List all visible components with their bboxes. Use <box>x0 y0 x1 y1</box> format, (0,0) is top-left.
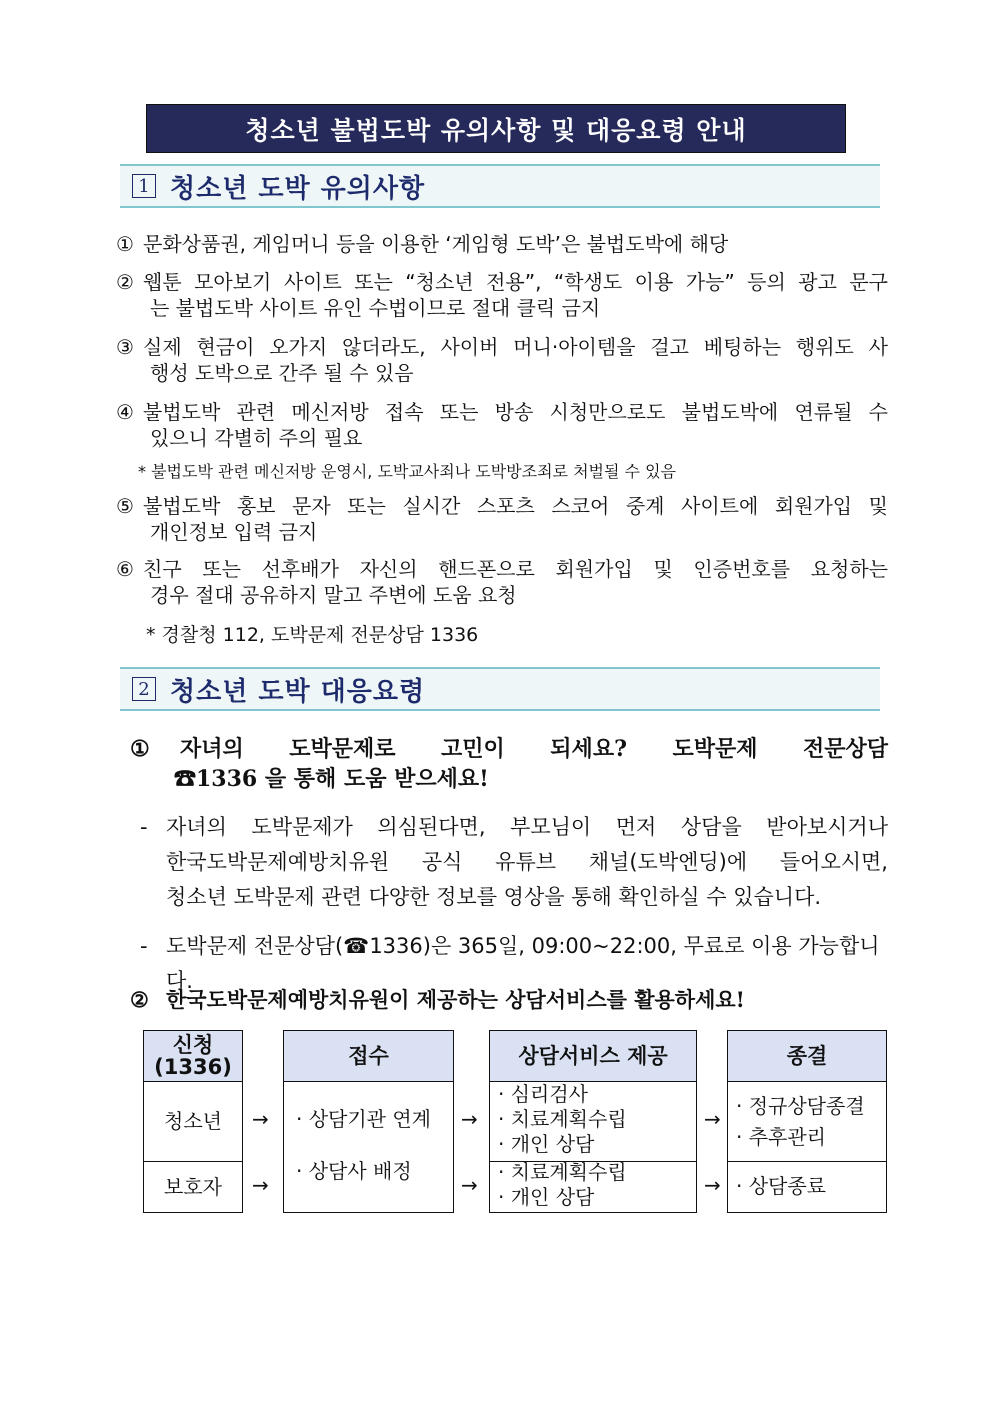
flow-box-apply <box>143 1030 243 1213</box>
point-mark: ① <box>130 736 150 762</box>
response-point-2 <box>130 985 888 1015</box>
caution-item-5 <box>116 493 888 545</box>
item-mark: ⑤ <box>116 494 134 518</box>
flow-cell-line: · 심리검사 <box>498 1082 588 1106</box>
flow-cell-line: · 치료계획수립 <box>498 1160 627 1184</box>
flow-cell-line: · 추후관리 <box>736 1125 826 1149</box>
section-2-heading <box>120 667 880 711</box>
item-line-continued: 있으니 각별히 주의 필요 <box>150 426 363 450</box>
flow-cell-close-youth <box>728 1091 886 1153</box>
flow-arrow: → <box>461 1107 478 1131</box>
detail-line: 자녀의 도박문제가 의심된다면, 부모님이 먼저 상담을 받아보시거나 <box>166 815 888 839</box>
point-line-continued: ☎1336 을 통해 도움 받으세요! <box>174 766 489 792</box>
item-line-continued: 행성 도박으로 간주 될 수 있음 <box>150 361 414 385</box>
flow-head-apply <box>144 1031 242 1082</box>
item-line: 불법도박 홍보 문자 또는 실시간 스포츠 스코어 중계 사이트에 회원가입 및 <box>143 494 888 518</box>
item-line-continued: 개인정보 입력 금지 <box>150 520 318 544</box>
item-line: 불법도박 관련 메신저방 접속 또는 방송 시청만으로도 불법도박에 연류될 수 <box>143 400 888 424</box>
flow-cell-service-guardian <box>490 1160 696 1210</box>
dash-mark: - <box>140 934 148 958</box>
detail-line: 청소년 도박문제 관련 다양한 정보를 영상을 통해 확인하실 수 있습니다. <box>166 885 822 909</box>
caution-item-1 <box>116 231 888 257</box>
flow-head-service: 상담서비스 제공 <box>490 1031 696 1082</box>
detail-line: 한국도박문제예방치유원 공식 유튜브 채널(도박엔딩)에 들어오시면, <box>166 850 888 874</box>
document-title-text: 청소년 불법도박 유의사항 및 대응요령 안내 <box>245 115 747 145</box>
item-line-continued: 는 불법도박 사이트 유인 수법이므로 절대 클릭 금지 <box>150 296 601 320</box>
caution-note-hotline: * 경찰청 112, 도박문제 전문상담 1336 <box>146 624 479 646</box>
item-line: 문화상품권, 게임머니 등을 이용한 ‘게임형 도박’은 불법도박에 해당 <box>143 232 729 256</box>
flow-arrow: → <box>704 1173 721 1197</box>
document-title <box>146 104 846 153</box>
flow-cell-line: · 개인 상담 <box>498 1132 595 1156</box>
caution-item-6 <box>116 556 888 608</box>
flow-cell-agency-link: · 상담기관 연계 <box>296 1107 431 1131</box>
response-detail-1 <box>140 810 888 915</box>
section-2-number: 2 <box>132 677 156 701</box>
flow-divider <box>728 1161 886 1162</box>
section-1-title: 청소년 도박 유의사항 <box>170 173 426 204</box>
caution-item-4 <box>116 399 888 451</box>
flow-arrow: → <box>252 1107 269 1131</box>
item-line: 실제 현금이 오가지 않더라도, 사이버 머니·아이템을 걸고 베팅하는 행위도 사 <box>143 335 888 359</box>
flow-cell-youth: 청소년 <box>164 1108 222 1133</box>
item-mark: ① <box>116 232 134 256</box>
section-1-number: 1 <box>132 174 156 198</box>
flow-arrow: → <box>704 1107 721 1131</box>
flow-arrow: → <box>461 1173 478 1197</box>
response-point-1 <box>130 734 888 794</box>
item-mark: ③ <box>116 335 134 359</box>
point-mark: ② <box>130 987 149 1012</box>
flow-cell-line: · 정규상담종결 <box>736 1094 865 1118</box>
point-line: 자녀의 도박문제로 고민이 되세요? 도박문제 전문상담 <box>180 736 888 762</box>
flow-box-service <box>489 1030 697 1213</box>
detail-line: 도박문제 전문상담(☎1336)은 365일, 09:00~22:00, 무료로 이용 가능합니다. <box>166 934 880 993</box>
caution-note-messenger: * 불법도박 관련 메신저방 운영시, 도박교사죄나 도박방조죄로 처벌될 수 있음 <box>138 462 676 481</box>
section-1-heading <box>120 164 880 208</box>
flow-cell-guardian: 보호자 <box>164 1174 222 1199</box>
point-line: 한국도박문제예방치유원이 제공하는 상담서비스를 활용하세요! <box>166 987 745 1012</box>
item-line-continued: 경우 절대 공유하지 말고 주변에 도움 요청 <box>150 583 517 607</box>
flow-cell-close-guardian: · 상담종료 <box>736 1174 826 1198</box>
dash-mark: - <box>140 815 148 839</box>
flow-cell-service-youth <box>490 1082 696 1157</box>
flow-box-receive <box>283 1030 454 1213</box>
flow-head-text: 신청 <box>172 1033 214 1057</box>
caution-item-3 <box>116 334 888 386</box>
flow-head-receive: 접수 <box>284 1031 453 1082</box>
item-mark: ② <box>116 270 134 294</box>
item-mark: ⑥ <box>116 557 134 581</box>
item-mark: ④ <box>116 400 134 424</box>
flow-arrow: → <box>252 1173 269 1197</box>
item-line: 친구 또는 선후배가 자신의 핸드폰으로 회원가입 및 인증번호를 요청하는 <box>143 557 888 581</box>
item-line: 웹툰 모아보기 사이트 또는 “청소년 전용”, “학생도 이용 가능” 등의 광고 문구 <box>143 270 888 294</box>
section-2-title: 청소년 도박 대응요령 <box>170 676 426 707</box>
caution-item-2 <box>116 269 888 321</box>
flow-head-text: (1336) <box>154 1055 232 1079</box>
flow-cell-line: · 개인 상담 <box>498 1185 595 1209</box>
flow-box-close <box>727 1030 887 1213</box>
flow-head-close: 종결 <box>728 1031 886 1082</box>
flow-cell-line: · 치료계획수립 <box>498 1107 627 1131</box>
flow-cell-counselor-assign: · 상담사 배정 <box>296 1159 412 1183</box>
